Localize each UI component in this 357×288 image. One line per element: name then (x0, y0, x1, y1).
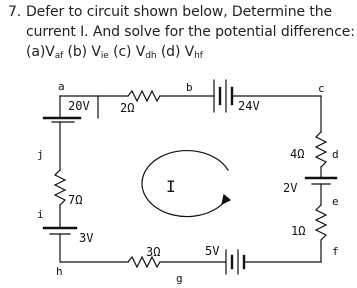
resistor-7-ohm-left (55, 170, 65, 205)
label-7-ohm: 7Ω (68, 193, 83, 207)
label-3-ohm: 3Ω (146, 245, 161, 259)
part-d: (d) $V_{hf}$ (160, 44, 203, 61)
battery-24v (214, 80, 232, 112)
node-label-f: f (332, 245, 339, 258)
part-a: $(a)V_{af}$ (26, 44, 64, 61)
node-label-e: e (332, 195, 339, 208)
question-line-2: current I. And solve for the potential difference: (26, 24, 355, 40)
node-label-j: j (37, 148, 44, 161)
current-label: I (166, 177, 176, 196)
left-wire-bottom (60, 234, 128, 262)
label-1-ohm: 1Ω (291, 224, 306, 238)
label-2v: 2V (283, 181, 298, 195)
node-label-c: c (318, 82, 325, 95)
node-label-h: h (56, 265, 63, 278)
part-b: (b) $V_{ie}$ (67, 44, 109, 61)
battery-5v (226, 250, 244, 274)
label-2-ohm: 2Ω (120, 101, 135, 115)
node-label-i: i (37, 208, 44, 221)
resistor-2-ohm (128, 91, 160, 101)
node-label-d: d (332, 148, 339, 161)
label-24v: 24V (238, 99, 260, 113)
node-label-a: a (58, 80, 65, 93)
label-3v: 3V (79, 231, 94, 245)
label-20v: 20V (68, 99, 90, 113)
resistor-4-ohm (316, 132, 326, 167)
current-loop-arc (142, 151, 228, 217)
question-line-1: Defer to circuit shown below, Determine the (26, 4, 333, 20)
node-label-g: g (176, 272, 183, 285)
current-arrow-head (222, 195, 230, 204)
node-label-b: b (186, 81, 193, 94)
label-4-ohm: 4Ω (290, 147, 305, 161)
question-number: 7. (8, 4, 22, 20)
battery-3v (44, 228, 76, 234)
resistor-1-ohm (316, 205, 326, 240)
label-5v: 5V (205, 244, 220, 258)
part-c: (c) $V_{dh}$ (113, 44, 157, 61)
battery-2v (306, 178, 336, 184)
